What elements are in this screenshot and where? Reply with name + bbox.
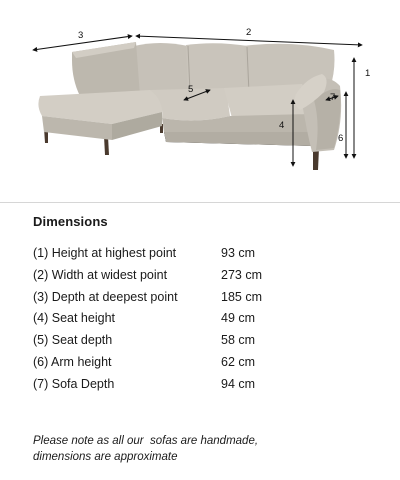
dimensions-list bbox=[33, 243, 373, 396]
callout-5: 5 bbox=[188, 84, 194, 95]
dimension-label: (2) Width at widest point bbox=[33, 267, 168, 282]
dimension-row bbox=[33, 352, 373, 374]
dimension-row bbox=[33, 308, 373, 330]
callout-3: 3 bbox=[78, 30, 84, 41]
dimension-label: (1) Height at highest point bbox=[33, 246, 177, 260]
dimension-label: (4) Seat height bbox=[33, 311, 115, 326]
dimension-row bbox=[33, 265, 373, 287]
sofa-dimension-diagram bbox=[0, 0, 400, 200]
callout-4: 4 bbox=[279, 120, 285, 131]
note-line: Please note as all our sofas are handmade, bbox=[33, 435, 259, 447]
dimension-label: (7) Sofa Depth bbox=[33, 376, 115, 391]
dimension-row bbox=[33, 374, 373, 396]
dimension-label: (3) Depth at deepest point bbox=[33, 289, 178, 304]
dimension-value: 93 cm bbox=[221, 246, 256, 260]
dimension-value: 185 cm bbox=[221, 289, 262, 304]
dimension-label: (5) Seat depth bbox=[33, 333, 113, 348]
callout-2: 2 bbox=[246, 27, 252, 38]
dimensions-heading: Dimensions bbox=[33, 214, 108, 229]
note-line: dimensions are approximate bbox=[33, 450, 178, 463]
dimension-value: 273 cm bbox=[221, 267, 262, 282]
dimension-value: 58 cm bbox=[221, 333, 256, 348]
callout-1: 1 bbox=[365, 68, 371, 79]
dimension-label: (6) Arm height bbox=[33, 354, 112, 369]
section-divider bbox=[0, 202, 400, 203]
callout-7: 7 bbox=[330, 92, 336, 103]
dimension-row bbox=[33, 287, 373, 309]
dimension-value: 49 cm bbox=[221, 311, 256, 326]
dimension-value: 94 cm bbox=[221, 376, 256, 391]
handmade-note bbox=[33, 434, 373, 465]
dimension-row bbox=[33, 330, 373, 352]
dimension-row bbox=[33, 243, 373, 265]
dimension-value: 62 cm bbox=[221, 354, 256, 369]
sofa-illustration bbox=[38, 42, 344, 170]
callout-6: 6 bbox=[338, 133, 344, 144]
